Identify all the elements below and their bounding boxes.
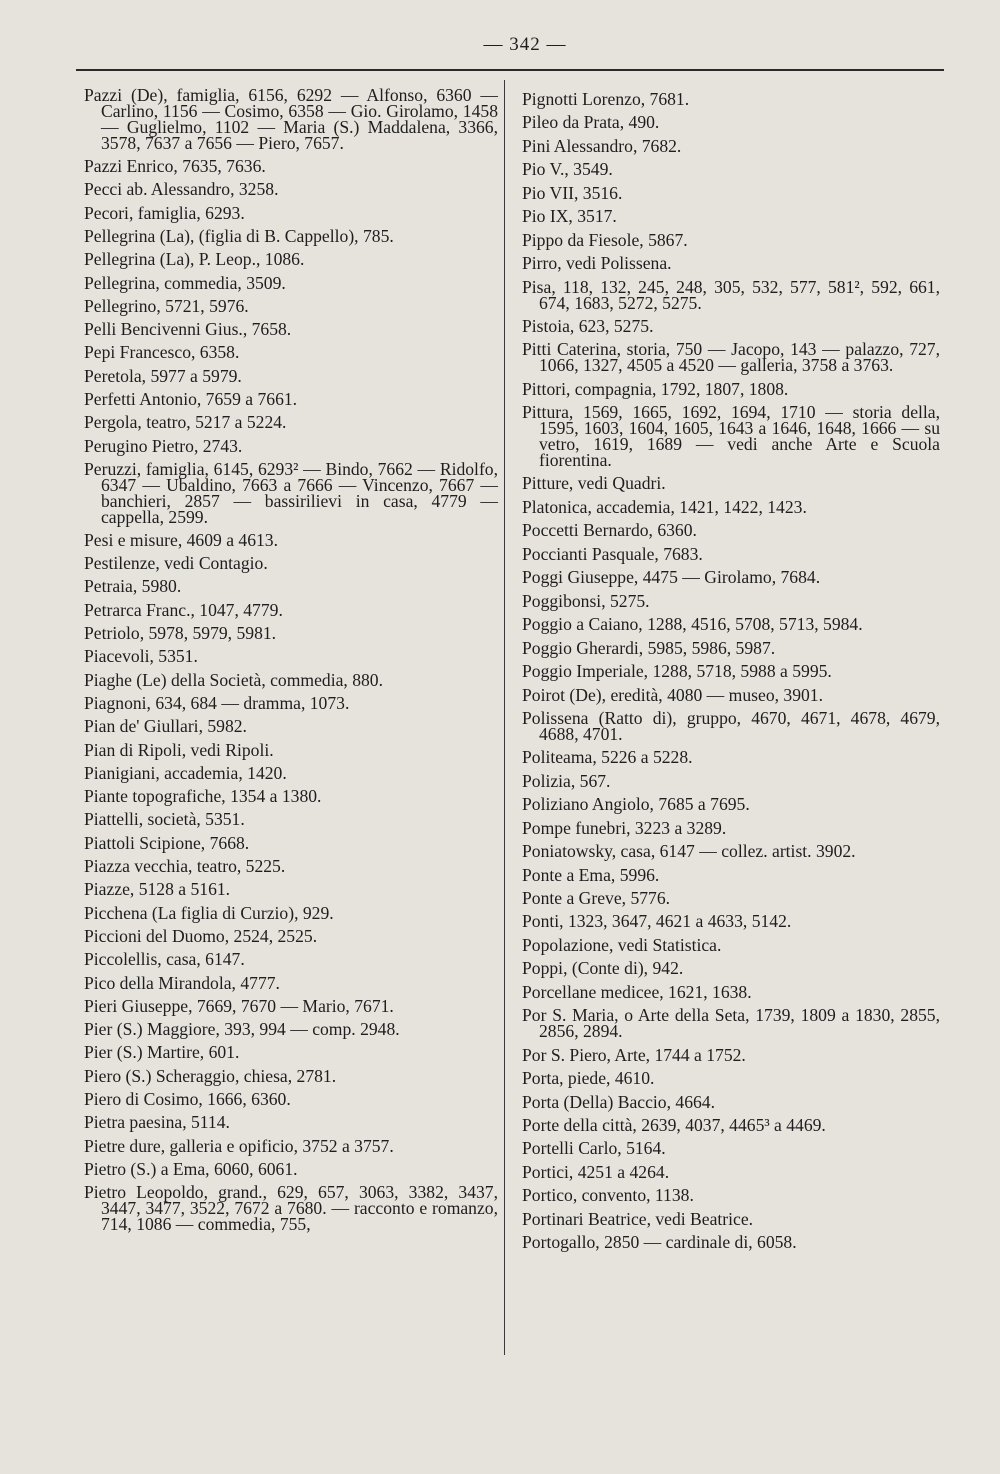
index-entry: Portelli Carlo, 5164. [522,1138,666,1159]
index-entry: Piazza vecchia, teatro, 5225. [84,856,286,877]
index-entry: Pompe funebri, 3223 a 3289. [522,817,727,838]
header-rule [76,69,944,71]
index-entry: Polissena (Ratto di), gruppo, 4670, 4671, 4678, 4679, 4688, 4701. [522,707,940,744]
index-entry: Pittori, compagnia, 1792, 1807, 1808. [522,378,789,399]
index-entry: Pietre dure, galleria e opificio, 3752 a 3757. [84,1135,394,1156]
index-entry: Poccianti Pasquale, 7683. [522,543,703,564]
index-entry: Petriolo, 5978, 5979, 5981. [84,623,277,644]
index-entry: Picchena (La figlia di Curzio), 929. [84,902,334,923]
index-entry: Piaghe (Le) della Società, commedia, 880. [84,669,383,690]
index-entry: Pergola, teatro, 5217 a 5224. [84,412,287,433]
index-entry: Pazzi (De), famiglia, 6156, 6292 — Alfonso, 6360 — Carlino, 1156 — Cosimo, 6358 — Gio. Girolamo, 1458 — Guglielmo, 1102 — Maria (S.) Maddalena, 3366, 3578, 7637 a 7656 — Piero, 7657. [84,85,498,153]
index-entry: Piante topografiche, 1354 a 1380. [84,786,322,807]
index-entry: Ponte a Greve, 5776. [522,888,671,909]
index-entry: Piero di Cosimo, 1666, 6360. [84,1089,291,1110]
index-entry: Porta (Della) Baccio, 4664. [522,1091,715,1112]
index-entry: Poggio a Caiano, 1288, 4516, 5708, 5713, 5984. [522,614,863,635]
index-entry: Petrarca Franc., 1047, 4779. [84,599,283,620]
index-column-right [522,89,940,1259]
index-entry: Piazze, 5128 a 5161. [84,879,231,900]
index-entry: Poggio Imperiale, 1288, 5718, 5988 a 5995. [522,661,832,682]
index-entry: Pellegrina (La), (figlia di B. Cappello), 785. [84,225,394,246]
index-entry: Pier (S.) Maggiore, 393, 994 — comp. 2948. [84,1019,400,1040]
index-entry: Piccolellis, casa, 6147. [84,949,245,970]
index-entry: Pippo da Fiesole, 5867. [522,229,688,250]
index-entry: Pietro (S.) a Ema, 6060, 6061. [84,1158,298,1179]
index-entry: Piero (S.) Scheraggio, chiesa, 2781. [84,1065,337,1086]
index-entry: Pio IX, 3517. [522,206,617,227]
index-entry: Pepi Francesco, 6358. [84,342,240,363]
index-entry: Pelli Bencivenni Gius., 7658. [84,319,292,340]
index-entry: Porta, piede, 4610. [522,1068,655,1089]
index-entry: Poggi Giuseppe, 4475 — Girolamo, 7684. [522,567,821,588]
index-entry: Portinari Beatrice, vedi Beatrice. [522,1208,754,1229]
index-entry: Portico, convento, 1138. [522,1185,694,1206]
index-entry: Pistoia, 623, 5275. [522,315,654,336]
index-entry: Piattelli, società, 5351. [84,809,245,830]
index-entry: Pio V., 3549. [522,159,613,180]
index-entry: Piattoli Scipione, 7668. [84,832,250,853]
index-entry: Por S. Maria, o Arte della Seta, 1739, 1809 a 1830, 2855, 2856, 2894. [522,1005,940,1042]
index-entry: Polizia, 567. [522,770,611,791]
index-entry: Peruzzi, famiglia, 6145, 6293² — Bindo, 7662 — Ridolfo, 6347 — Ubaldino, 7663 a 7666 — Vincenzo, 7667 — banchieri, 2857 — bassirilievi in casa, 4779 — cappella, 2599. [84,458,498,527]
index-entry: Pian de' Giullari, 5982. [84,716,247,737]
index-entry: Pianigiani, accademia, 1420. [84,762,287,783]
index-entry: Pisa, 118, 132, 245, 248, 305, 532, 577, 581², 592, 661, 674, 1683, 5272, 5275. [522,276,940,313]
index-entry: Poliziano Angiolo, 7685 a 7695. [522,794,750,815]
index-entry: Pellegrina, commedia, 3509. [84,272,286,293]
index-entry: Pileo da Prata, 490. [522,112,660,133]
index-entry: Pellegrino, 5721, 5976. [84,295,249,316]
index-column-left [84,85,498,1240]
index-entry: Pestilenze, vedi Contagio. [84,553,268,574]
index-entry: Poppi, (Conte di), 942. [522,958,684,979]
index-entry: Politeama, 5226 a 5228. [522,747,693,768]
index-entry: Portogallo, 2850 — cardinale di, 6058. [522,1232,797,1253]
index-entry: Poggibonsi, 5275. [522,590,650,611]
index-entry: Ponte a Ema, 5996. [522,864,660,885]
index-entry: Petraia, 5980. [84,576,182,597]
page-number: — 342 — [483,34,567,55]
index-entry: Pier (S.) Martire, 601. [84,1042,240,1063]
index-entry: Por S. Piero, Arte, 1744 a 1752. [522,1044,746,1065]
index-entry: Pietro Leopoldo, grand., 629, 657, 3063, 3382, 3437, 3447, 3477, 3522, 7672 a 7680. — racconto e romanzo, 714, 1086 — commedia, 755, [84,1182,498,1235]
index-entry: Piagnoni, 634, 684 — dramma, 1073. [84,692,350,713]
index-entry: Pirro, vedi Polissena. [522,253,672,274]
index-entry: Pitture, vedi Quadri. [522,473,666,494]
index-entry: Pittura, 1569, 1665, 1692, 1694, 1710 — storia della, 1595, 1603, 1604, 1605, 1643 a 1646, 1648, 1666 — su vetro, 1619, 1689 — vedi anche Arte e Scuola fiorentina. [522,402,940,470]
index-entry: Pini Alessandro, 7682. [522,135,682,156]
index-entry: Pietra paesina, 5114. [84,1112,230,1133]
index-entry: Pesi e misure, 4609 a 4613. [84,529,278,550]
index-entry: Pieri Giuseppe, 7669, 7670 — Mario, 7671. [84,995,394,1016]
index-entry: Peretola, 5977 a 5979. [84,365,242,386]
index-entry: Ponti, 1323, 3647, 4621 a 4633, 5142. [522,911,792,932]
index-entry: Pitti Caterina, storia, 750 — Jacopo, 143 — palazzo, 727, 1066, 1327, 4505 a 4520 — galleria, 3758 a 3763. [522,339,940,376]
index-entry: Perugino Pietro, 2743. [84,435,243,456]
index-entry: Pellegrina (La), P. Leop., 1086. [84,249,305,270]
index-entry: Pazzi Enrico, 7635, 7636. [84,156,266,177]
index-entry: Pecci ab. Alessandro, 3258. [84,179,279,200]
index-entry: Pio VII, 3516. [522,182,623,203]
index-entry: Portici, 4251 a 4264. [522,1161,670,1182]
column-divider [504,80,505,1355]
index-entry: Porcellane medicee, 1621, 1638. [522,981,752,1002]
index-entry: Pignotti Lorenzo, 7681. [522,89,690,109]
index-entry: Poniatowsky, casa, 6147 — collez. artist. 3902. [522,841,856,862]
index-entry: Piacevoli, 5351. [84,646,198,667]
index-entry: Piccioni del Duomo, 2524, 2525. [84,925,318,946]
index-entry: Poirot (De), eredità, 4080 — museo, 3901. [522,684,823,705]
index-entry: Pico della Mirandola, 4777. [84,972,280,993]
index-entry: Pecori, famiglia, 6293. [84,202,245,223]
index-entry: Perfetti Antonio, 7659 a 7661. [84,388,298,409]
index-entry: Platonica, accademia, 1421, 1422, 1423. [522,496,807,517]
index-entry: Poccetti Bernardo, 6360. [522,520,697,541]
index-entry: Popolazione, vedi Statistica. [522,934,722,955]
index-entry: Pian di Ripoli, vedi Ripoli. [84,739,274,760]
index-entry: Poggio Gherardi, 5985, 5986, 5987. [522,637,776,658]
index-entry: Porte della città, 2639, 4037, 4465³ a 4469. [522,1115,826,1136]
